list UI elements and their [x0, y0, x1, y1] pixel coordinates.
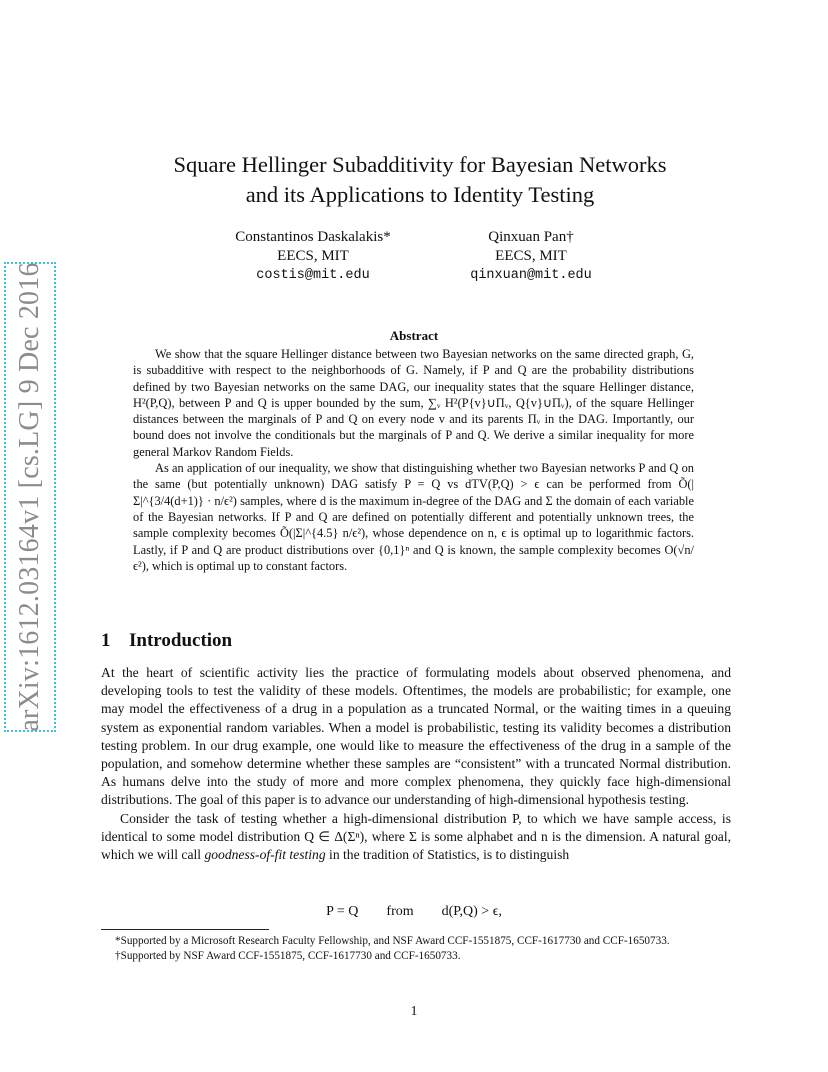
emphasis-term: goodness-of-fit testing — [204, 847, 326, 863]
equation-middle: from — [386, 904, 414, 919]
author-block-2 — [446, 228, 616, 285]
abstract-heading: Abstract — [389, 328, 439, 343]
arxiv-identifier: arXiv:1612.03164v1 [cs.LG] 9 Dec 2016 — [14, 262, 45, 732]
display-equation — [0, 904, 828, 920]
footnote-1: *Supported by a Microsoft Research Faculty Fellowship, and NSF Award CCF-1551875, CCF-1617730 and CCF-1650733. — [115, 935, 670, 947]
abstract-paragraph-1: We show that the square Hellinger distance between two Bayesian networks on the same directed graph, G, is subadditive with respect to the neighborhoods of G. Namely, if P and Q are the probability distributions defined by two Bayesian networks on the same DAG, our inequality states that the square Hellinger distance, H²(P,Q), between P and Q is upper bounded by the sum, ∑ᵥ H²(P{v}∪Πᵥ, Q{v}∪Πᵥ), of the square Hellinger distances between the marginals of P and Q on every node v and its parents Πᵥ in the DAG. Importantly, our bound does not involve the conditionals but the marginals of P and Q. We derive a similar inequality for more general Markov Random Fields. — [133, 347, 694, 459]
paper-title — [120, 150, 720, 210]
abstract-body — [133, 346, 694, 574]
section-number: 1 — [101, 630, 111, 651]
equation-rhs: d(P,Q) > ϵ, — [441, 904, 502, 919]
section-heading — [101, 630, 232, 652]
equation-lhs: P = Q — [326, 904, 359, 919]
body-paragraph-2-end: in the tradition of Statistics, is to distinguish — [325, 847, 570, 863]
author-affiliation: EECS, MIT — [495, 248, 567, 264]
author-email: qinxuan@mit.edu — [470, 268, 592, 283]
footnote-2: †Supported by NSF Award CCF-1551875, CCF-1617730 and CCF-1650733. — [115, 949, 461, 962]
title-line-1: Square Hellinger Subadditivity for Bayesian Networks — [173, 152, 667, 177]
page-number: 1 — [410, 1003, 418, 1018]
body-paragraph-1: At the heart of scientific activity lies the practice of formulating models about observed phenomena, and developing tools to test the validity of these models. Oftentimes, the models are probabilistic; for example, one may model the effectiveness of a drug in a population as a truncated Normal, or the waiting times in a queuing system as exponential random variables. When a model is probabilistic, testing its validity becomes a distribution testing problem. In our drug example, one would like to measure the effectiveness of the drug in a sample of the population, and somehow determine whether these samples are “consistent” with a truncated Normal distribution. As humans delve into the study of more and more complex phenomena, they quickly face high-dimensional distributions. The goal of this paper is to advance our understanding of high-dimensional hypothesis testing. — [101, 665, 731, 808]
abstract-paragraph-2: As an application of our inequality, we show that distinguishing whether two Bayesian networks P and Q on the same (but potentially unknown) DAG satisfy P = Q vs dTV(P,Q) > ϵ can be performed from Õ(|Σ|^{3/4(d+1)} · n/ϵ²) samples, where d is the maximum in-degree of the DAG and Σ the domain of each variable of the Bayesian networks. If P and Q are defined on potentially different and potentially unknown trees, the sample complexity becomes Õ(|Σ|^{4.5} n/ϵ²), whose dependence on n, ϵ is optimal up to logarithmic factors. Lastly, if P and Q are product distributions over {0,1}ⁿ and Q is known, the sample complexity becomes O(√n/ϵ²), which is optimal up to constant factors. — [133, 461, 694, 573]
author-affiliation: EECS, MIT — [277, 248, 349, 264]
section-title: Introduction — [129, 630, 233, 651]
author-block-1 — [228, 228, 398, 285]
author-name: Constantinos Daskalakis* — [235, 229, 391, 245]
title-line-2: and its Applications to Identity Testing — [245, 182, 595, 207]
footnote-rule — [101, 929, 269, 930]
footnotes — [101, 934, 731, 963]
body-paragraph-2-start: Consider the task of testing whether a high-dimensional distribution P, to which we have sample access, is identical to some model distribution Q ∈ Δ(Σⁿ), where Σ is some alphabet and n is the dimension. A natural goal, which we will call — [101, 810, 731, 863]
body-paragraph-2 — [101, 810, 731, 865]
author-email: costis@mit.edu — [256, 268, 370, 283]
body-text — [101, 664, 731, 864]
author-name: Qinxuan Pan† — [488, 229, 574, 245]
